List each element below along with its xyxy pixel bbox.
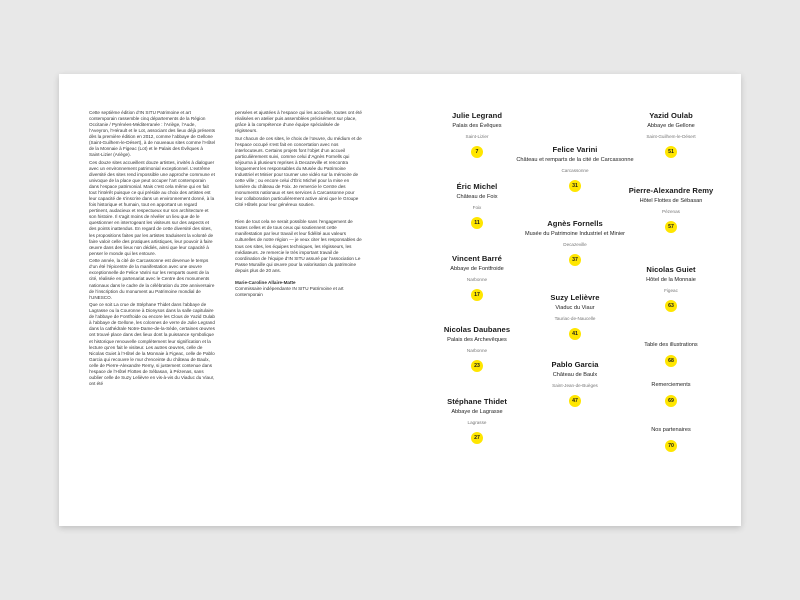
site-name: Hôtel Flottes de Sébasan <box>639 198 703 204</box>
page-number-badge: 47 <box>569 395 581 407</box>
artist-name: Vincent Barré <box>452 254 502 263</box>
section-title: Table des illustrations <box>644 342 698 348</box>
site-name: Château et remparts de la cité de Carcassonne <box>516 157 634 163</box>
artist-name: Julie Legrand <box>451 111 503 120</box>
toc-entry[interactable] <box>611 186 731 233</box>
toc-entry[interactable] <box>611 111 731 158</box>
artist-name: Yazid Oulab <box>649 111 693 120</box>
toc-entry[interactable] <box>611 382 731 407</box>
artist-name: Éric Michel <box>456 182 498 191</box>
site-name: Viaduc du Viaur <box>555 305 595 311</box>
site-name: Château de Baulx <box>552 372 598 378</box>
section-title: Remerciements <box>651 382 691 388</box>
site-name: Abbaye de Lagrasse <box>451 409 503 415</box>
artist-name: Nicolas Daubanes <box>443 325 511 334</box>
paragraph: Rien de tout cela ne serait possible sans l’engagement de toutes celles et de tous ceux qui soutiennent cette manifestation par leur travail et leur fidélité aux valeurs culturelles de notre région — je veux citer les responsables de tous ces sites, les équipes techniques, les régisseurs, les médiateurs. Je remercie le très important travail de coordination de l’équipe d’IN SITU assuré par l’association Le Passe Muraille qui œuvre pour la valorisation du patrimoine depuis plus de 20 ans. <box>235 219 362 273</box>
page-number-badge: 57 <box>665 221 677 233</box>
artist-name: Nicolas Guiet <box>646 265 696 274</box>
artist-name: Pierre-Alexandre Remy <box>628 186 714 195</box>
town-name: Foix <box>472 204 482 210</box>
town-name: Carcassonne <box>561 167 589 173</box>
page-number-badge: 63 <box>665 300 677 312</box>
page-number-badge: 51 <box>665 146 677 158</box>
intro-text-column-2 <box>235 110 362 298</box>
artist-name: Agnès Fornells <box>547 219 603 228</box>
page-number-badge: 7 <box>471 146 483 158</box>
paragraph: Sur chacun de ces sites, le choix de l’œuvre, du médium et de l’espace occupé s’est fait en concertation avec nos interlocuteurs. Certains projets font l’objet d’un accueil particulièrement suivi, comme celui d’Agnès Fornells qui séjourna à plusieurs reprises à Decazeville et rencontra longuement les responsables du Musée du Patrimoine Industriel et Minier pour tourner une vidéo sur la mémoire de cette ville ; ou encore celui d’Éric Michel pour la mise en lumière du château de Foix. Je remercie le Centre des monuments nationaux et ses services à Carcassonne pour leur collaboration particulièrement active ainsi que le Groupe Cité Hôtels pour leur généreux soutien. <box>235 135 362 208</box>
site-name: Musée du Patrimoine Industriel et Minier <box>524 231 626 237</box>
page-number-badge: 37 <box>569 254 581 266</box>
artist-name: Felice Varini <box>552 145 598 154</box>
page-number-badge: 11 <box>471 217 483 229</box>
paragraph: Cette septième édition d’IN SITU Patrimoine et art contemporain rassemble cinq départements de la Région Occitanie / Pyrénées-Méditerranée : l’Ariège, l’Aude, l’Aveyron, l’Hérault et le Lot, associant des lieux déjà présents dès la première édition en 2012, comme l’abbaye de Gellone (Saint-Guilhem-le-Désert), à de nouveaux sites comme l’Hôtel de la Monnaie à Figeac (Lot) et le Palais des Évêques à Saint-Lizier (Ariège). <box>89 110 216 158</box>
site-name: Château de Foix <box>456 194 498 200</box>
artist-name: Suzy Lelièvre <box>550 293 600 302</box>
page-number-badge: 68 <box>665 355 677 367</box>
paragraph: Ces douze sites accueillent douze artistes, invités à dialoguer avec un environnement patrimonial exceptionnel. L’extrême diversité des sites rend impossible une approche commune et univoque de la place que peut occuper l’art contemporain dans l’espace patrimonial. Mais c’est cela même qui en fait tout l’intérêt puisque ce qui préside au choix des artistes est leur capacité de s’inscrire dans un environnement donné, à la fois historique et humain, tout en apportant un regard pertinent, audacieux et respectueux sur son architecture et son histoire. Il s’agit moins de révéler un lieu que de le questionner en interrogeant les visiteurs sur des aspects et des points inattendus. En regard de cette diversité des sites, les propositions faites par les artistes traduisent la volonté de faire valoir celle des pratiques artistiques, leur pouvoir à faire œuvre dans des lieux non dédiés, ainsi que leur capacité à penser le monde qui les entoure. <box>89 159 215 256</box>
toc-entry[interactable] <box>611 265 731 312</box>
page-number-badge: 27 <box>471 432 483 444</box>
town-name: Saint-Guilhem-le-Désert <box>646 133 696 139</box>
artist-name: Stéphane Thidet <box>447 397 507 406</box>
town-name: Saint-Jean-de-Buèges <box>552 382 598 388</box>
toc-entry[interactable] <box>611 342 731 367</box>
town-name: Saint-Lizier <box>465 133 489 139</box>
page-number-badge: 17 <box>471 289 483 301</box>
site-name: Abbaye de Fontfroide <box>450 266 504 272</box>
paragraph: Que ce soit La crue de Stéphane Thidet dans l’abbaye de Lagrasse ou la Couronne à Dionysos dans la salle capitulaire de l’abbaye de Fontfroide ou encore les Clous de Yazid Oulab à l’abbaye de Gellone, les colonnes de verre de Julie Legrand dans la cathédrale Notre-Dame-de-la-Sède, certaines œuvres ont trouvé place dans des lieux dont la puissance symbolique et historique renouvelle complètement leur signification et la lecture qu’en fait le visiteur. Les autres œuvres, celle de Nicolas Guiet à l’Hôtel de la Monnaie à Figeac, celle de Pablo Garcia qui recouvre le mur d’enceinte du château de Baulx, celle de Pierre-Alexandre Remy, si justement contenue dans l’espace de l’Hôtel Flottes de Sébasan, à Pézenas, sans oublier celle de Suzy Lelièvre en vis-à-vis du Viaduc du Viaur, ont été <box>89 302 215 386</box>
town-name: Pézenas <box>662 208 680 214</box>
town-name: Narbonne <box>466 276 488 282</box>
toc-entry[interactable] <box>611 427 731 452</box>
paragraph: pensées et ajustées à l’espace qui les accueille, toutes ont été réalisées en atelier puis assemblées précisément sur place, grâce à la compétence d’une équipe spécialisée de régisseurs. <box>235 110 362 134</box>
page-number-badge: 31 <box>569 180 581 192</box>
page-number-badge: 23 <box>471 360 483 372</box>
site-name: Palais des Évêques <box>452 123 502 129</box>
page-number-badge: 41 <box>569 328 581 340</box>
artist-name: Pablo Garcia <box>551 360 599 369</box>
town-name: Tauriac-de-Naucelle <box>554 315 596 321</box>
town-name: Lagrasse <box>467 419 487 425</box>
signature <box>235 280 362 298</box>
section-title: Nos partenaires <box>651 427 691 433</box>
page-number-badge: 70 <box>665 440 677 452</box>
paragraph: Cette année, la cité de Carcassonne est devenue le temps d’un été l’épicentre de la manifestation avec une œuvre exceptionnelle de Felice Varini sur les remparts ouest de la cité, réalisée en partenariat avec le Centre des monuments nationaux dans le cadre de la célébration du 20e anniversaire de l’inscription du monument au Patrimoine mondial de l’UNESCO. <box>89 258 215 300</box>
signature-role: Commissaire indépendante IN SITU Patrimoine et art contemporain <box>235 285 344 297</box>
town-name: Narbonne <box>466 347 488 353</box>
site-name: Hôtel de la Monnaie <box>646 277 696 283</box>
site-name: Palais des Archevêques <box>447 337 507 343</box>
town-name: Decazeville <box>563 241 587 247</box>
page-number-badge: 69 <box>665 395 677 407</box>
site-name: Abbaye de Gellone <box>647 123 695 129</box>
town-name: Figeac <box>664 287 678 293</box>
signature-name: Marie-Caroline Allaire-Matte <box>235 279 296 285</box>
book-spread <box>59 74 741 526</box>
intro-text-column-1 <box>89 110 216 388</box>
